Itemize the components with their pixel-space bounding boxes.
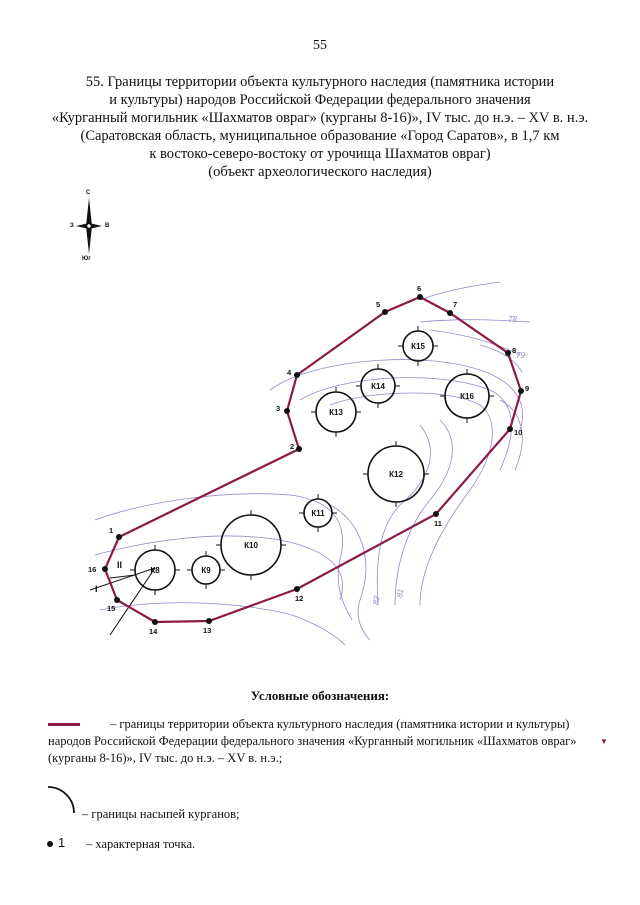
boundary-point-dot	[505, 350, 511, 356]
kurgan-mound	[187, 551, 225, 589]
boundary-point-label: 9	[525, 384, 530, 393]
title-line: 55. Границы территории объекта культурного наследия (памятника истории	[85, 74, 555, 90]
boundary-point	[287, 368, 300, 378]
title-line: (объект археологического наследия)	[208, 164, 432, 180]
boundary-point-dot	[116, 534, 122, 540]
boundary-point-label: 14	[149, 627, 158, 636]
boundary-point	[376, 300, 388, 315]
margin-mark-icon: ▼	[600, 737, 608, 746]
kurgan-label: К12	[389, 470, 403, 479]
boundary-point	[507, 426, 522, 437]
boundary-point	[107, 597, 120, 613]
compass-south-label: Юг	[82, 256, 91, 262]
boundary-point-dot	[206, 618, 212, 624]
boundary-point-label: 12	[295, 594, 304, 603]
kurgan-label: К11	[311, 509, 325, 518]
kurgan-mound	[311, 387, 361, 437]
contour-label: 82	[371, 595, 382, 606]
boundary-point-label: 7	[453, 300, 458, 309]
boundary-point-label: 11	[434, 519, 442, 528]
contour-label: 79	[516, 351, 525, 360]
boundary-point-dot	[284, 408, 290, 414]
boundary-point-label: 8	[512, 346, 517, 355]
boundary-point	[447, 300, 457, 316]
boundary-point-dot	[294, 586, 300, 592]
contour-label: 81	[395, 588, 406, 599]
boundary-point	[417, 284, 423, 300]
boundary-point-dot	[382, 309, 388, 315]
kurgan-label: К13	[329, 408, 343, 417]
kurgan-label: К14	[371, 382, 385, 391]
boundary-point-label: 2	[290, 442, 295, 451]
boundary-point-label: 6	[417, 284, 422, 293]
boundary-point-label: 13	[203, 626, 212, 635]
boundary-point-dot	[433, 511, 439, 517]
boundary-polygon	[105, 297, 521, 622]
boundary-point-dot	[114, 597, 120, 603]
contour-line	[300, 378, 511, 470]
contour-line	[100, 603, 345, 645]
title-line: и культуры) народов Российской Федерации федерального значения	[109, 92, 531, 108]
contour-line	[377, 425, 430, 605]
boundary-point-dot	[102, 566, 108, 572]
contour-line	[330, 505, 370, 640]
contour-lines	[95, 282, 530, 645]
boundary-point	[149, 619, 158, 636]
contour-label: 78	[508, 315, 517, 324]
legend-boundary-row	[48, 716, 586, 767]
page-number: 55	[313, 38, 327, 53]
contour-line	[270, 360, 523, 430]
boundary-point-dot	[507, 426, 513, 432]
kurgan-mounds	[130, 326, 494, 595]
boundary-point	[294, 586, 303, 603]
boundary-point-label: 5	[376, 300, 381, 309]
contour-labels	[371, 315, 525, 605]
characteristic-point-symbol-icon	[47, 841, 53, 847]
legend-title: Условные обозначения:	[250, 688, 390, 703]
boundary-point-dot	[447, 310, 453, 316]
compass-east-label: В	[105, 223, 110, 229]
mound-boundary-symbol-icon	[44, 783, 84, 823]
kurgan-label: К9	[201, 566, 211, 575]
kurgan-mound	[299, 494, 337, 532]
contour-line	[330, 393, 492, 605]
title-line: «Курганный могильник «Шахматов овраг» (курганы 8-16)», IV тыс. до н.э. – XV в. н.э.	[51, 110, 589, 126]
profile-label: I	[95, 584, 98, 594]
contour-line	[95, 536, 343, 600]
compass-west-label: З	[70, 223, 74, 229]
boundary-point-dot	[152, 619, 158, 625]
boundary-point-label: 3	[276, 404, 281, 413]
legend-point-row	[86, 836, 195, 853]
boundary-point-dot	[296, 446, 302, 452]
title-line: (Саратовская область, муниципальное образование «Город Саратов», в 1,7 км	[80, 128, 560, 144]
kurgan-label: К15	[411, 342, 425, 351]
legend-mound-row	[82, 806, 240, 823]
boundary-point-dot	[518, 388, 524, 394]
kurgan-mound	[363, 441, 429, 507]
kurgan-mound	[130, 545, 180, 595]
boundary-point	[109, 526, 122, 540]
kurgan-label: К10	[244, 541, 258, 550]
boundary-point-label: 1	[109, 526, 114, 535]
legend-point-text: – характерная точка.	[86, 837, 196, 851]
kurgan-label: К8	[150, 566, 160, 575]
contour-line	[420, 282, 500, 300]
legend-boundary-text: – границы территории объекта культурного наследия (памятника истории и культуры) народов Российской Федерации федерального значения «Курганный могильник «Шахматов овраг» (курганы 8-16)», IV тыс. до н.э. – XV в. н.э.;	[48, 717, 577, 765]
profile-section	[90, 560, 155, 635]
legend-mound-text: – границы насыпей курганов;	[82, 807, 240, 821]
title-line: к востоко-северо-востоку от урочища Шахматов овраг)	[149, 146, 491, 162]
legend-point-number: 1	[58, 835, 66, 850]
boundary-point-label: 16	[88, 565, 97, 574]
boundary-point-label: 15	[107, 604, 116, 613]
boundary-point-label: 10	[514, 428, 523, 437]
kurgan-label: К16	[460, 392, 474, 401]
compass-north-label: С	[86, 190, 91, 196]
kurgan-mound	[440, 369, 494, 423]
boundary-point-label: 4	[287, 368, 292, 377]
boundary-point	[88, 565, 108, 574]
kurgan-mound	[216, 510, 286, 580]
profile-label: II	[117, 560, 123, 570]
boundary-point	[433, 511, 442, 528]
kurgan-mound	[356, 364, 400, 408]
boundary-point-dot	[417, 294, 423, 300]
boundary-point-dot	[294, 372, 300, 378]
